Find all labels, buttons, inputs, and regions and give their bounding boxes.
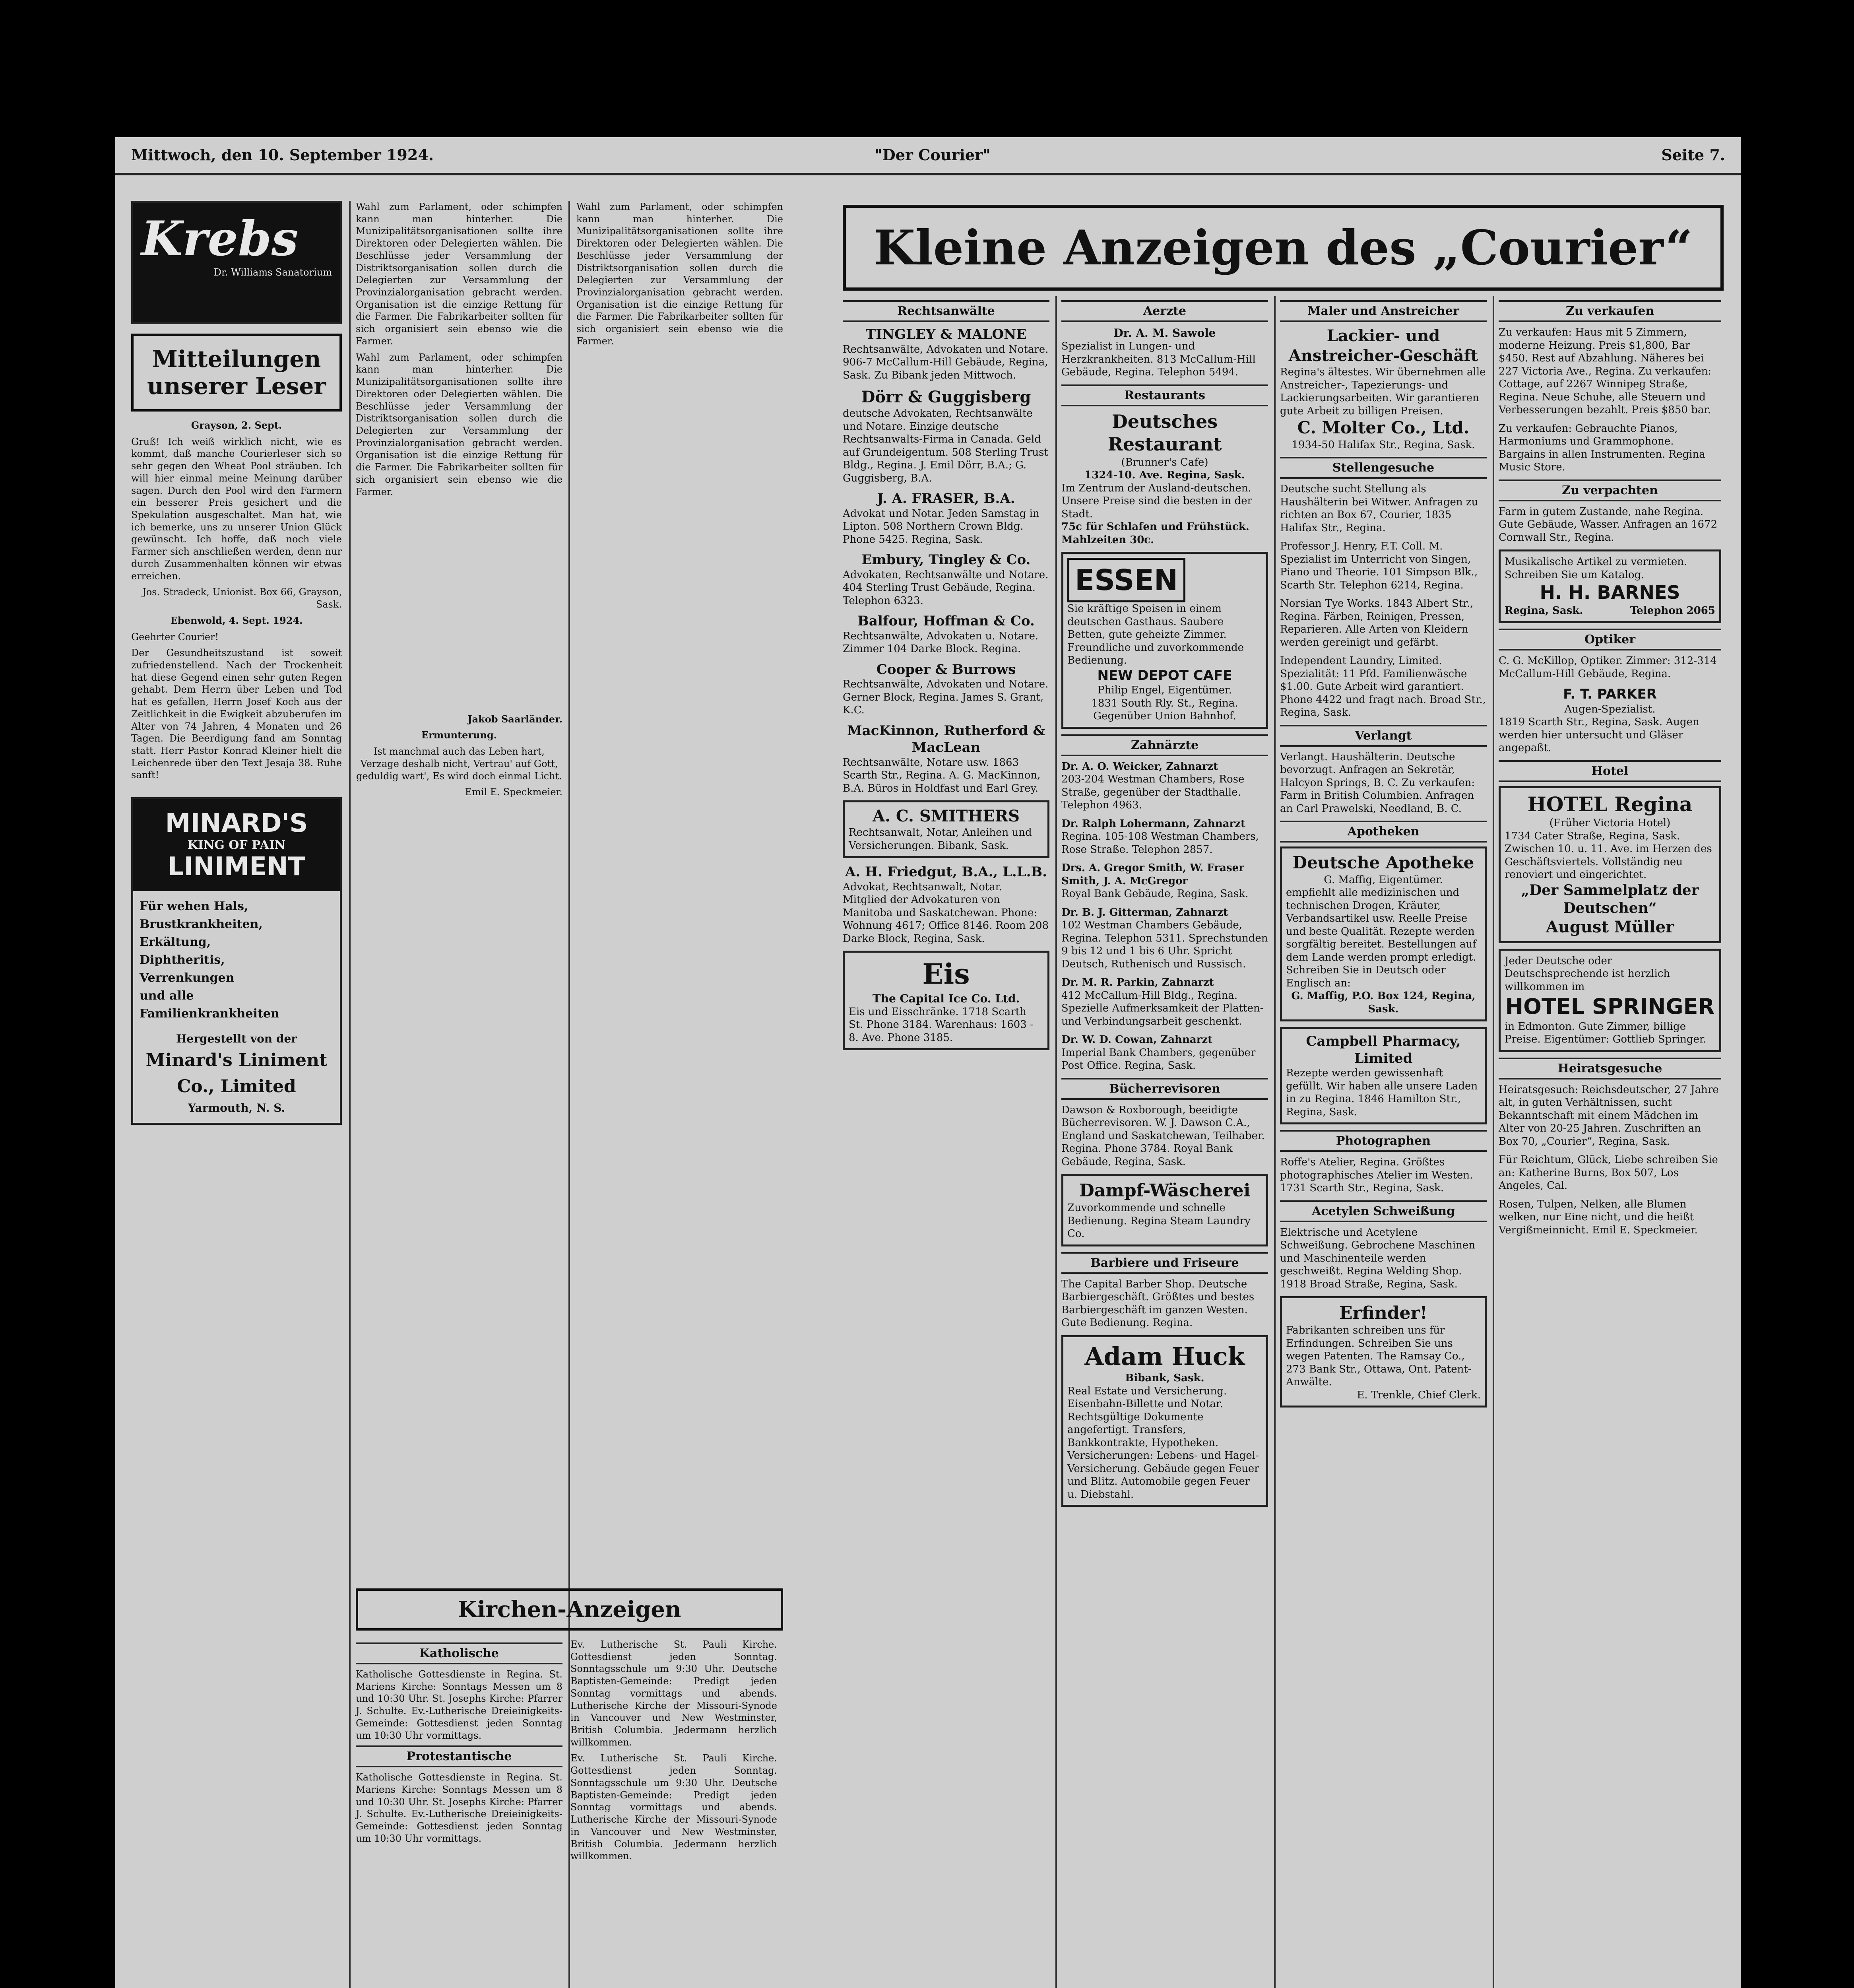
- minards-ad: [131, 797, 342, 1125]
- section-heading: Restaurants: [1061, 384, 1268, 406]
- minards-list-item: Brustkrankheiten,: [140, 917, 263, 932]
- section-heading: Hotel: [1499, 760, 1721, 782]
- ad-name: Drs. A. Gregor Smith, W. Fraser Smith, J. A. McGregor: [1061, 862, 1244, 887]
- column-3: [576, 201, 783, 1119]
- huck-name: Adam Huck: [1084, 1342, 1245, 1371]
- cafe-addr: 1831 South Rly. St., Regina. Gegenüber Union Bahnhof.: [1091, 697, 1238, 722]
- column-rule: [1055, 296, 1057, 1988]
- ad-text: 203-204 Westman Chambers, Rose Straße, gegenüber der Stadthalle. Telephon 4963.: [1061, 773, 1245, 811]
- section-heading: Barbiere und Friseure: [1061, 1252, 1268, 1274]
- ad-name: MacKinnon, Rutherford & MacLean: [847, 722, 1045, 755]
- church-subsection: Katholische: [356, 1642, 562, 1664]
- pharmacy-text: empfiehlt alle medizinischen und technischen Drogen, Kräuter, Verbandsartikel usw. Reelle Preise und beste Qualität. Rezepte werden sorgfältig bereitet. Bestellungen auf dem Lande werden prompt erledigt. Schreiben Sie in Deutsch oder Englisch an:: [1286, 887, 1476, 989]
- pharmacy-name: Deutsche Apotheke: [1292, 853, 1474, 872]
- letter-signature: Jos. Stradeck, Unionist. Box 66, Grayson, Sask.: [142, 586, 342, 610]
- huck-ad: [1061, 1335, 1268, 1507]
- lawyer-ad: [843, 613, 1049, 656]
- ad-text: Regina. 105-108 Westman Chambers, Rose Straße. Telephon 2857.: [1061, 831, 1259, 856]
- letter-body: Gruß! Ich weiß wirklich nicht, wie es kommt, daß manche Courierleser sich so sehr gegen den Wheat Pool sträuben. Ich will hier einmal meine Meinung darüber sagen. Durch den Pool wird den Farmern ein besserer Preis gesichert und die Spekulation ausgeschaltet. Man hat, wie ich bemerke, uns zu unserer Union Glück gewünscht. Ich hoffe, daß noch viele Farmer sich anschließen werden, denn nur durch Zusammenhalten können wir etwas erreichen.: [131, 436, 342, 582]
- minards-maker: Hergestellt von der: [176, 1032, 297, 1046]
- hotel-owner: August Müller: [1546, 917, 1674, 936]
- minards-product: LINIMENT: [167, 852, 306, 882]
- church-text: Katholische Gottesdienste in Regina. St. Mariens Kirche: Sonntags Messen um 8 und 10:30 Uhr. St. Josephs Kirche: Pfarrer J. Schulte. Ev.-Lutherische Dreieinigkeits-Gemeinde: Gottesdienst jeden Sonntag um 10:30 Uhr vormittags.: [356, 1772, 562, 1844]
- poem-text: Ist manchmal auch das Leben hart, Verzage deshalb nicht, Vertrau' auf Gott, geduldig wart', Es wird doch einmal Licht.: [356, 746, 562, 782]
- church-text: Ev. Lutherische St. Pauli Kirche. Gottesdienst jeden Sonntag. Sonntagsschule um 9:30 Uhr. Deutsche Baptisten-Gemeinde: Predigt jeden Sonntag vormittags und abends. Lutherische Kirche der Missouri-Synode in Vancouver und New Westminster, British Columbia. Jedermann herzlich willkommen.: [570, 1753, 777, 1862]
- hotel-springer-ad: [1499, 949, 1721, 1052]
- minards-list-item: Erkältung,: [140, 935, 211, 949]
- minards-company: Minard's Liniment Co., Limited: [145, 1050, 328, 1097]
- header-date: Mittwoch, den 10. September 1924.: [131, 146, 434, 164]
- poem-author: Emil E. Speckmeier.: [465, 786, 562, 798]
- restaurant-text: Im Zentrum der Ausland-deutschen. Unsere Preise sind die besten in der Stadt.: [1061, 482, 1253, 520]
- pharmacy-owner: G. Maffig, Eigentümer.: [1324, 874, 1443, 886]
- section-heading: Optiker: [1499, 629, 1721, 650]
- accountant-ad: Dawson & Roxborough, beeidigte Bücherrevisoren. W. J. Dawson C.A., England und Saskatchewan, Teilhaber. Regina. Phone 3784. Royal Bank Gebäude, Regina, Sask.: [1061, 1104, 1265, 1168]
- ad-name: Dr. W. D. Cowan, Zahnarzt: [1061, 1034, 1213, 1046]
- letters-title: Mitteilungen unserer Leser: [131, 334, 342, 412]
- newspaper-page: [115, 137, 1741, 1988]
- section-heading: Acetylen Schweißung: [1280, 1200, 1487, 1222]
- lawyer-ad: [843, 800, 1049, 858]
- ad-text: 412 McCallum-Hill Bldg., Regina. Spezielle Aufmerksamkeit der Platten- und Verbindungsarbeit geschenkt.: [1061, 989, 1264, 1027]
- section-heading: Bücherrevisoren: [1061, 1078, 1268, 1100]
- cafe-ad: [1061, 552, 1268, 729]
- column-1: [131, 201, 342, 1130]
- huck-text: Real Estate und Versicherung. Eisenbahn-Billette und Notar. Rechtsgültige Dokumente angefertigt. Transfers, Bankkontrakte, Hypotheken. Versicherungen: Lebens- und Hagel-Versicherung. Gebäude gegen Feuer und Blitz. Automobile gegen Feuer u. Diebstahl.: [1067, 1385, 1259, 1501]
- column-7: [1499, 296, 1721, 1242]
- column-rule: [349, 201, 351, 1988]
- parker-name: F. T. PARKER: [1563, 686, 1657, 702]
- lawyer-ad: [843, 864, 1049, 945]
- section-heading: Photographen: [1280, 1130, 1487, 1152]
- pharmacy-ad: [1280, 846, 1487, 1021]
- dentist-ad: [1061, 976, 1268, 1028]
- minards-tag: KING OF PAIN: [187, 838, 286, 852]
- doctor-ad: [1061, 326, 1268, 379]
- minards-list-item: und alle Familienkrankheiten: [140, 989, 279, 1021]
- ad-text: Advokaten, Rechtsanwälte und Notare. 404 Sterling Trust Gebäude, Regina. Telephon 6323.: [843, 569, 1049, 607]
- letter-place: Grayson, 2. Sept.: [191, 419, 282, 431]
- painter-addr: 1934-50 Halifax Str., Regina, Sask.: [1292, 439, 1475, 451]
- ad-text: 102 Westman Chambers Gebäude, Regina. Telephon 5311. Sprechstunden 9 bis 12 und 1 bis 6 Uhr. Spricht Deutsch, Ruthenisch und Russisch.: [1061, 919, 1268, 970]
- ad-text: Rechtsanwälte, Notare usw. 1863 Scarth Str., Regina. A. G. MacKinnon, B.A. Büros in Holdfast und Earl Grey.: [843, 756, 1041, 794]
- lease-ad: Farm in gutem Zustande, nahe Regina. Gute Gebäude, Wasser. Anfragen an 1672 Cornwall Str., Regina.: [1499, 505, 1718, 544]
- classifieds-banner: Kleine Anzeigen des „Courier“: [843, 205, 1724, 291]
- barnes-ad: [1499, 549, 1721, 623]
- barnes-name: H. H. BARNES: [1540, 582, 1680, 603]
- minards-banner: [133, 799, 340, 891]
- lawyer-ad: [843, 722, 1049, 795]
- parker-sub: Augen-Spezialist.: [1564, 703, 1656, 715]
- ad-name: A. H. Friedgut, B.A., L.L.B.: [845, 864, 1047, 880]
- wanted-ad: Verlangt. Haushälterin. Deutsche bevorzugt. Anfragen an Sekretär, Halcyon Springs, B. C. Zu verkaufen: Farm in British Columbien. Anfragen an Carl Prawelski, Needland, B. C.: [1280, 751, 1475, 815]
- letter-body: Der Gesundheitszustand ist soweit zufriedenstellend. Nach der Trockenheit hat diese Gegend einen sehr guten Regen gehabt. Dem Herrn über Leben und Tod hat es gefallen, Herrn Josef Koch aus der Zeitlichkeit in die Ewigkeit abzuberufen im Alter von 74 Jahren, 4 Monaten und 26 Tagen. Die Beerdigung fand am Sonntag statt. Herr Pastor Konrad Kleiner hielt die Leichenrede über den Text Jesaja 38. Ruhe sanft!: [131, 647, 342, 781]
- section-heading: Verlangt: [1280, 725, 1487, 747]
- lawyer-ad: [843, 326, 1049, 382]
- letter-greeting: Geehrter Courier!: [131, 631, 219, 643]
- dentist-ad: [1061, 817, 1268, 856]
- section-heading: Apotheken: [1280, 821, 1487, 843]
- ad-text: Rechtsanwälte, Advokaten und Notare. 906-7 McCallum-Hill Gebäude, Regina, Sask. Zu Bibank jeden Mittwoch.: [843, 343, 1049, 381]
- ad-text: Advokat, Rechtsanwalt, Notar. Mitglied der Advokaturen von Manitoba und Saskatchewan. Phone: Wohnung 4617; Office 8146. Room 208 Darke Block, Regina, Sask.: [843, 881, 1049, 945]
- springer-text: in Edmonton. Gute Zimmer, billige Preise. Eigentümer: Gottlieb Springer.: [1505, 1020, 1707, 1045]
- barber-ad: The Capital Barber Shop. Deutsche Barbiergeschäft. Größtes und bestes Barbiergeschäft im ganzen Westen. Gute Bedienung. Regina.: [1061, 1278, 1255, 1329]
- restaurant-name: Deutsches Restaurant: [1107, 410, 1222, 455]
- column-5: [1061, 296, 1268, 1512]
- section-heading: Zahnärzte: [1061, 734, 1268, 756]
- marriage-ad: Heiratsgesuch: Reichsdeutscher, 27 Jahre alt, in guten Verhältnissen, sucht Bekanntschaft mit einem Mädchen im Alter von 20-25 Jahren. Zuschriften an Box 70, „Courier“, Regina, Sask.: [1499, 1083, 1719, 1147]
- restaurant-addr: 1324-10. Ave. Regina, Sask.: [1084, 469, 1245, 481]
- inventor-sig: E. Trenkle, Chief Clerk.: [1357, 1389, 1481, 1401]
- laundry-text: Zuvorkommende und schnelle Bedienung. Regina Steam Laundry Co.: [1067, 1202, 1251, 1240]
- ad-text: Rechtsanwälte, Advokaten u. Notare. Zimmer 104 Darke Block. Regina.: [843, 630, 1039, 655]
- hotel-regina-text: 1734 Cater Straße, Regina, Sask. Zwischen 10. u. 11. Ave. im Herzen des Geschäftsviertels. Vollständig neu renoviert und eingerichtet.: [1505, 830, 1712, 881]
- springer-name: HOTEL SPRINGER: [1505, 994, 1715, 1019]
- ice-text: Eis und Eisschränke. 1718 Scarth St. Phone 3184. Warenhaus: 1603 - 8. Ave. Phone 3185.: [849, 1006, 1034, 1044]
- krebs-subtitle: Dr. Williams Sanatorium: [213, 267, 332, 278]
- lawyer-ad: [843, 490, 1049, 546]
- classified-ad: Norsian Tye Works. 1843 Albert Str., Regina. Färben, Reinigen, Pressen, Reparieren. Alle Arten von Kleidern werden gereinigt und gefärbt.: [1280, 598, 1474, 648]
- section-heading: Aerzte: [1061, 300, 1268, 322]
- restaurant-sub: (Brunner's Cafe): [1121, 456, 1208, 468]
- classified-ad: Professor J. Henry, F.T. Coll. M. Spezialist im Unterricht von Singen, Piano und Theorie. 101 Simpson Blk., Scarth Str. Telephon 6214, Regina.: [1280, 540, 1478, 591]
- laundry-ad: [1061, 1174, 1268, 1246]
- minards-city: Yarmouth, N. S.: [188, 1101, 285, 1115]
- minards-list-item: Für wehen Hals,: [140, 899, 248, 914]
- painter-title: Lackier- und Anstreicher-Geschäft: [1288, 326, 1478, 365]
- column-6: [1280, 296, 1487, 1413]
- section-heading: Heiratsgesuche: [1499, 1058, 1721, 1079]
- poem-ad: Rosen, Tulpen, Nelken, alle Blumen welken, nur Eine nicht, und die heißt Vergißmeinnicht. Emil E. Speckmeier.: [1499, 1198, 1698, 1236]
- marriage-ad: Für Reichtum, Glück, Liebe schreiben Sie an: Katherine Burns, Box 507, Los Angeles, Cal.: [1499, 1154, 1718, 1192]
- sale-ad: Zu verkaufen: Haus mit 5 Zimmern, moderne Heizung. Preis $1,800, Bar $450. Rest auf Abzahlung. Näheres bei 227 Victoria Ave., Regina. Zu verkaufen: Cottage, auf 2267 Winnipeg Straße, Regina. Neue Schuhe, alle Steuern und Verbesserungen bezahlt. Preis $850 bar.: [1499, 326, 1712, 416]
- minards-name: MINARD'S: [165, 809, 308, 839]
- church-subsection: Protestantische: [356, 1745, 562, 1767]
- job-ad: Deutsche sucht Stellung als Haushälterin bei Witwer. Anfragen zu richten an Box 67, Courier, 1835 Halifax Str., Regina.: [1280, 483, 1478, 534]
- painter-text: Regina's ältestes. Wir übernehmen alle Anstreicher-, Tapezierungs- und Lackierungsarbeiten. Wir garantieren gute Arbeit zu billigen Preisen.: [1280, 366, 1486, 417]
- ad-name: Embury, Tingley & Co.: [861, 552, 1031, 568]
- ad-name: Balfour, Hoffman & Co.: [857, 613, 1035, 629]
- welding-ad: Elektrische und Acetylene Schweißung. Gebrochene Maschinen und Maschinenteile werden geschweißt. Regina Welding Shop. 1918 Broad Straße, Regina, Sask.: [1280, 1226, 1476, 1290]
- cafe-owner: Philip Engel, Eigentümer.: [1098, 684, 1232, 696]
- column-2: [356, 201, 562, 802]
- hotel-regina-sub: (Früher Victoria Hotel): [1549, 817, 1671, 829]
- minards-list: [133, 891, 340, 1123]
- church-section: [356, 1588, 783, 1866]
- ad-text: Spezialist in Lungen- und Herzkrankheiten. 813 McCallum-Hill Gebäude, Regina. Telephon 5494.: [1061, 340, 1256, 378]
- church-text: Ev. Lutherische St. Pauli Kirche. Gottesdienst jeden Sonntag. Sonntagsschule um 9:30 Uhr. Deutsche Baptisten-Gemeinde: Predigt jeden Sonntag vormittags und abends. Lutherische Kirche der Missouri-Synode in Vancouver und New Westminster, British Columbia. Jedermann herzlich willkommen.: [570, 1639, 777, 1748]
- lawyer-ad: [843, 551, 1049, 607]
- inventor-ad: [1280, 1296, 1487, 1408]
- ad-text: Royal Bank Gebäude, Regina, Sask.: [1061, 888, 1249, 900]
- ad-text: Rechtsanwalt, Notar, Anleihen und Versicherungen. Bibank, Sask.: [849, 827, 1032, 852]
- ad-text: Advokat und Notar. Jeden Samstag in Lipton. 508 Northern Crown Bldg. Phone 5425. Regina, Sask.: [843, 507, 1039, 546]
- photo-ad: Roffe's Atelier, Regina. Größtes photographisches Atelier im Westen. 1731 Scarth Str., Regina, Sask.: [1280, 1156, 1473, 1194]
- ad-name: Dr. A. O. Weicker, Zahnarzt: [1061, 760, 1218, 773]
- section-heading: Zu verpachten: [1499, 480, 1721, 501]
- ad-text: deutsche Advokaten, Rechtsanwälte und Notare. Einzige deutsche Rechtsanwalts-Firma in Canada. Geld auf Grundeigentum. 508 Sterling Trust Bldg., Regina. J. Emil Dörr, B.A.; G. Guggisberg, B.A.: [843, 408, 1048, 484]
- krebs-title: Krebs: [141, 211, 299, 267]
- church-text: Katholische Gottesdienste in Regina. St. Mariens Kirche: Sonntags Messen um 8 und 10:30 Uhr. St. Josephs Kirche: Pfarrer J. Schulte. Ev.-Lutherische Dreieinigkeits-Gemeinde: Gottesdienst jeden Sonntag um 10:30 Uhr vormittags.: [356, 1669, 562, 1741]
- section-heading: Maler und Anstreicher: [1280, 300, 1487, 322]
- huck-place: Bibank, Sask.: [1125, 1372, 1204, 1384]
- letter-place: Ebenwold, 4. Sept. 1924.: [170, 614, 303, 626]
- inventor-title: Erfinder!: [1339, 1303, 1427, 1323]
- minards-list-item: Verrenkungen: [140, 971, 235, 985]
- ad-name: J. A. FRASER, B.A.: [877, 491, 1015, 507]
- ad-name: Dr. A. M. Sawole: [1113, 326, 1216, 340]
- header-paper-name: "Der Courier": [875, 146, 991, 164]
- restaurant-ad: [1061, 410, 1268, 547]
- section-heading: Stellengesuche: [1280, 457, 1487, 479]
- ad-name: Dr. Ralph Lohermann, Zahnarzt: [1061, 817, 1246, 830]
- lawyer-ad: [843, 661, 1049, 717]
- parker-ad: [1499, 686, 1721, 755]
- dentist-ad: [1061, 906, 1268, 971]
- classified-ad: Independent Laundry, Limited. Spezialität: 11 Pfd. Familienwäsche $1.00. Gute Arbeit wird garantiert. Phone 4422 und fragt nach. Broad Str., Regina, Sask.: [1280, 655, 1486, 718]
- campbell-name: Campbell Pharmacy, Limited: [1306, 1033, 1461, 1066]
- ad-name: Cooper & Burrows: [876, 661, 1016, 678]
- dentist-ad: [1061, 1033, 1268, 1072]
- lawyer-ad: [843, 387, 1049, 485]
- page-header: [115, 137, 1741, 175]
- section-heading: Rechtsanwälte: [843, 300, 1049, 322]
- restaurant-price: 75c für Schlafen und Frühstück. Mahlzeiten 30c.: [1061, 521, 1249, 546]
- ad-text: Imperial Bank Chambers, gegenüber Post Office. Regina, Sask.: [1061, 1046, 1256, 1072]
- parker-text: 1819 Scarth Str., Regina, Sask. Augen werden hier untersucht und Gläser angepaßt.: [1499, 716, 1699, 754]
- church-title: Kirchen-Anzeigen: [356, 1588, 783, 1631]
- ad-text: Rechtsanwälte, Advokaten und Notare. Gerner Block, Regina. James S. Grant, K.C.: [843, 678, 1049, 716]
- campbell-text: Rezepte werden gewissenhaft gefüllt. Wir haben alle unsere Laden in zu Regina. 1846 Hamilton Str., Regina, Sask.: [1286, 1067, 1478, 1118]
- krebs-ad: [131, 201, 342, 324]
- ad-name: Dörr & Guggisberg: [861, 388, 1031, 406]
- ad-name: TINGLEY & MALONE: [865, 326, 1027, 342]
- ice-ad: [843, 951, 1049, 1050]
- campbell-ad: [1280, 1027, 1487, 1124]
- sale-ad: Zu verkaufen: Gebrauchte Pianos, Harmoniums und Grammophone. Bargains in allen Instrumenten. Regina Music Store.: [1499, 422, 1705, 473]
- article-body: Wahl zum Parlament, oder schimpfen kann man hinterher. Die Munizipalitätsorganisationen sollte ihre Direktoren oder Delegierten wählen. Die Beschlüsse jeder Versammlung der Distriktsorganisation sollen durch die Delegierten zur Versammlung der Provinzialorganisation gebracht werden. Organisation ist die einzige Rettung für die Farmer. Die Fabrikarbeiter sollten für sich organisiert sein ebenso wie die Farmer.: [576, 201, 783, 347]
- poem-title: Ermunterung.: [421, 729, 497, 741]
- laundry-name: Dampf-Wäscherei: [1079, 1180, 1251, 1201]
- header-page-number: Seite 7.: [1661, 146, 1725, 164]
- hotel-slogan: „Der Sammelplatz der Deutschen“: [1521, 881, 1699, 916]
- column-rule: [1493, 296, 1494, 1988]
- ad-name: A. C. SMITHERS: [873, 807, 1020, 825]
- barnes-phone: Telephon 2065: [1630, 604, 1715, 617]
- springer-intro: Jeder Deutsche oder Deutschsprechende ist herzlich willkommen im: [1505, 955, 1670, 993]
- essen-title: ESSEN: [1067, 558, 1185, 602]
- painter-company: C. Molter Co., Ltd.: [1297, 418, 1470, 437]
- article-author: Jakob Saarländer.: [467, 713, 562, 725]
- article-continued: Wahl zum Parlament, oder schimpfen kann man hinterher. Die Munizipalitätsorganisationen sollte ihre Direktoren oder Delegierten wählen. Die Beschlüsse jeder Versammlung der Distriktsorganisation sollen durch die Delegierten zur Versammlung der Provinzialorganisation gebracht werden. Organisation ist die einzige Rettung für die Farmer. Die Fabrikarbeiter sollten für sich organisiert sein ebenso wie die Farmer.: [356, 351, 562, 497]
- hotel-regina-name: HOTEL Regina: [1527, 792, 1693, 816]
- hotel-regina-ad: [1499, 786, 1721, 943]
- inventor-text: Fabrikanten schreiben uns für Erfindungen. Schreiben Sie uns wegen Patenten. The Ramsay Co., 273 Bank Str., Ottawa, Ont. Patent-Anwälte.: [1286, 1324, 1472, 1388]
- ice-company: The Capital Ice Co. Ltd.: [872, 992, 1020, 1005]
- dentist-ad: [1061, 760, 1268, 812]
- minards-list-item: Diphtheritis,: [140, 953, 225, 967]
- painter-ad: [1280, 326, 1487, 451]
- column-4: [843, 296, 1049, 1056]
- cafe-text: Sie kräftige Speisen in einem deutschen Gasthaus. Saubere Betten, gute geheizte Zimmer. Freundliche und zuvorkommende Bedienung.: [1067, 603, 1244, 666]
- ad-name: Dr. B. J. Gitterman, Zahnarzt: [1061, 906, 1228, 918]
- cafe-name: NEW DEPOT CAFE: [1097, 667, 1232, 683]
- column-rule: [1274, 296, 1276, 1988]
- ad-name: Dr. M. R. Parkin, Zahnarzt: [1061, 977, 1214, 988]
- section-heading: Zu verkaufen: [1499, 300, 1721, 322]
- pharmacy-addr: G. Maffig, P.O. Box 124, Regina, Sask.: [1291, 990, 1476, 1015]
- barnes-addr: Regina, Sask.: [1505, 604, 1583, 617]
- article-body: Wahl zum Parlament, oder schimpfen kann man hinterher. Die Munizipalitätsorganisationen sollte ihre Direktoren oder Delegierten wählen. Die Beschlüsse jeder Versammlung der Distriktsorganisation sollen durch die Delegierten zur Versammlung der Provinzialorganisation gebracht werden. Organisation ist die einzige Rettung für die Farmer. Die Fabrikarbeiter sollten für sich organisiert sein ebenso wie die Farmer.: [356, 201, 562, 347]
- barnes-line: Musikalische Artikel zu vermieten. Schreiben Sie um Katalog.: [1505, 556, 1687, 581]
- dentist-ad: [1061, 862, 1268, 901]
- ice-title: Eis: [922, 957, 970, 990]
- optician-ad: C. G. McKillop, Optiker. Zimmer: 312-314 McCallum-Hill Gebäude, Regina.: [1499, 655, 1717, 680]
